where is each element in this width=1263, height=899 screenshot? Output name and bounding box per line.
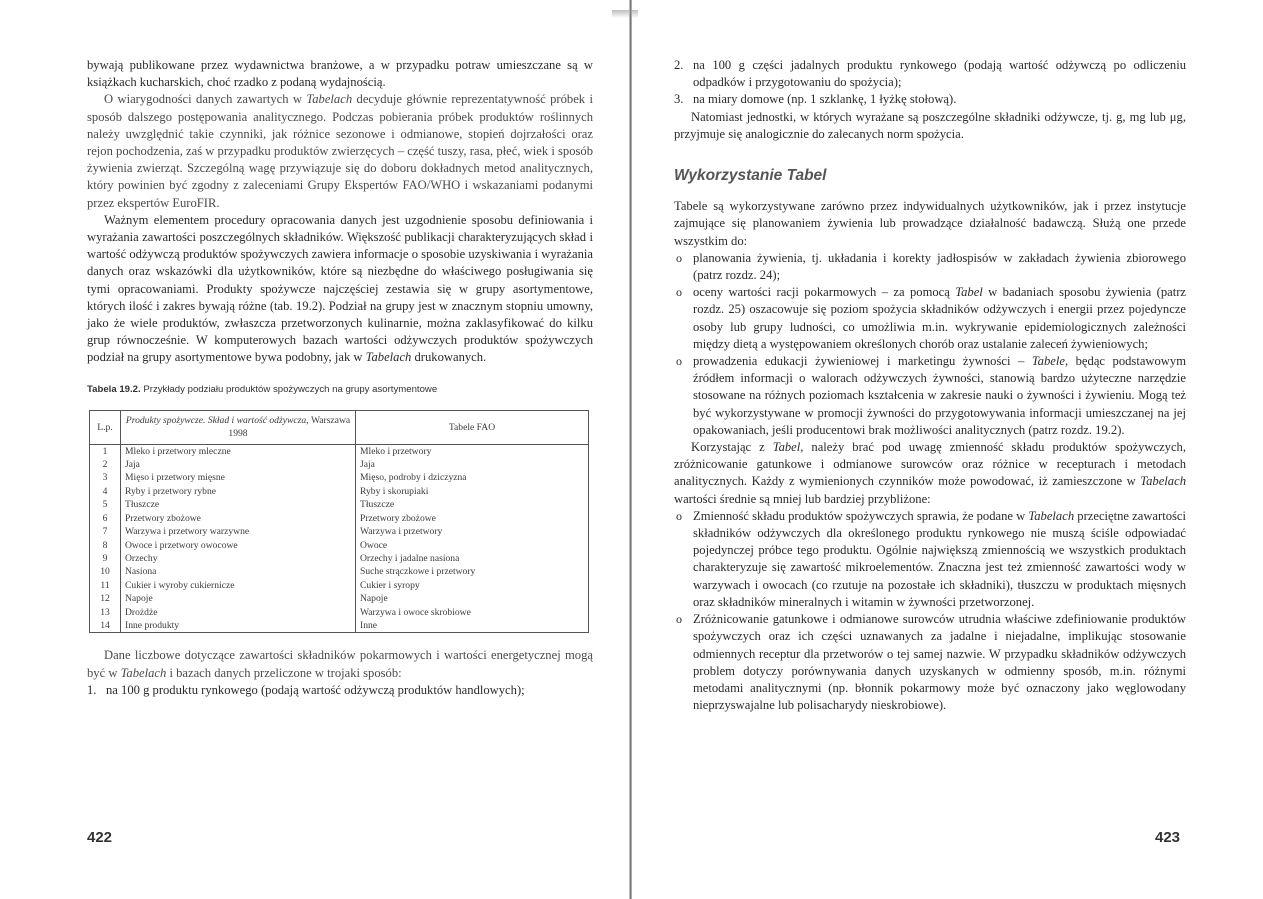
list-item: 1. na 100 g produktu rynkowego (podają wartość odżywczą produktów handlowych); — [87, 682, 525, 697]
section-heading: Wykorzystanie Tabel — [674, 167, 827, 185]
header-polish-tables: Produkty spożywcze. Skład i wartość odżywcza, Warszawa 1998 — [121, 410, 356, 444]
left-page — [0, 0, 630, 899]
list-item: 3. na miary domowe (np. 1 szklankę, 1 łyżkę stołową). — [674, 92, 957, 107]
list-item: o oceny wartości racji pokarmowych – za pomocą Tabel w badaniach sposobu żywienia (patrz rozdz. 25) oszacowuje się poziom spożycia składników odżywczych i energii przez pojedyncze osoby lub grupy ludności, co umożliwia m.in. wykrywanie epidemiologicznych zależności między dietą a występowaniem określonych chorób oraz ustalanie zaleceń żywieniowych; — [676, 285, 1186, 351]
factors-list — [674, 508, 1186, 714]
table-row: 6 Przetwory zbożowe Przetwory zbożowe — [90, 512, 589, 525]
right-page — [632, 0, 1263, 899]
conversion-list-continued — [674, 57, 1186, 109]
product-groups-table — [89, 410, 589, 634]
bullet-icon: o — [676, 250, 682, 265]
bullet-icon: o — [676, 285, 682, 300]
table-row: 11 Cukier i wyroby cukiernicze Cukier i syropy — [90, 579, 589, 592]
list-item: o planowania żywienia, tj. układania i korekty jadłospisów w zakładach żywienia zbiorowego (patrz rozdz. 24); — [676, 250, 1186, 283]
paragraph-data-procedure: Ważnym elementem procedury opracowania danych jest uzgodnienie sposobu definiowania i wyrażania zawartości poszczególnych składników. Większość publikacji charakteryzujących skład i wartość odżywczą produktów spożywczych zawiera informacje o sposobie uzyskiwania i wyrażania danych oraz wskazówki dla użytkowników, które są niezbędne do właściwego posługiwania się tymi opracowaniami. Produkty spożywcze najczęściej zestawia się w grupy asortymentowe, których ilość i zakres bywają różne (tab. 19.2). Podział na grupy jest w znacznym stopniu umowny, jako że wiele produktów, zwłaszcza przetworzonych kulinarnie, można zaklasyfikować do kilku grup równocześnie. W komputerowych bazach wartości odżywczych produktów spożywczych podział na grupy asortymentowe bywa podobny, jak w Tabelach drukowanych. — [87, 212, 593, 365]
page-number-right: 423 — [1155, 829, 1181, 846]
list-item: o Zmienność składu produktów spożywczych sprawia, że podane w Tabelach przeciętne zawartości składników odżywczych dla określonego produktu rynkowego nie muszą ściśle odpowiadać pojedynczej próbce tego produktu. Ogólnie największą zmiennością we wszystkich produktach charakteryzuje się zawartość mikroelementów. Znaczna jest też zmienność zawartości wody w warzywach i owocach (co rzutuje na pozostałe ich składniki), tłuszczu w produktach mięsnych oraz składników mineralnych i witamin w żywności przetworzonej. — [676, 508, 1187, 609]
conversion-list — [87, 682, 593, 699]
table-row: 13 Drożdże Warzywa i owoce skrobiowe — [90, 606, 589, 619]
page-number-left: 422 — [87, 829, 113, 846]
header-fao-tables: Tabele FAO — [356, 410, 589, 444]
table-row: 7 Warzywa i przetwory warzywne Warzywa i przetwory — [90, 525, 589, 538]
paragraph-units: Natomiast jednostki, w których wyrażane są poszczególne składniki odżywcze, tj. g, mg lub μg, przyjmuje się analogicznie do zalecanych norm spożycia. — [674, 109, 1186, 141]
paragraph-variability: Korzystając z Tabel, należy brać pod uwagę zmienność składu produktów spożywczych, zróżnicowanie gatunkowe i odmianowe surowców oraz różnice w recepturach i metodach analitycznych. Każdy z wymienionych czynników może powodować, iż zamieszczone w Tabelach wartości średnie są mniej lub bardziej przybliżone: — [674, 440, 1186, 506]
list-item: o Zróżnicowanie gatunkowe i odmianowe surowców utrudnia właściwe zdefiniowanie produktów spożywczych oraz ich części uznawanych za jadalne i niejadalne, implikując stosowanie odmiennych receptur dla przetworów o tej samej nazwie. W przypadku składników odżywczych problem dotyczy porównywania danych uzyskanych w odmienny sposób, m.in. różnymi metodami analitycznymi (np. błonnik pokarmowy może być oznaczony jako węglowodany nieprzyswajalne lub polisacharydy nieskrobiowe). — [676, 612, 1186, 713]
table-row: 10 Nasiona Suche strączkowe i przetwory — [90, 565, 589, 578]
paragraph-conversion: Dane liczbowe dotyczące zawartości składników pokarmowych i wartości energetycznej mogą być w Tabelach i bazach danych przeliczone w trojaki sposób: — [87, 648, 593, 680]
table-row: 3 Mięso i przetwory mięsne Mięso, podroby i dziczyzna — [90, 471, 589, 484]
paragraph-continuation: bywają publikowane przez wydawnictwa branżowe, a w przypadku potraw umieszczane są w książkach kucharskich, choć rzadko z podaną wydajnością. — [87, 58, 593, 90]
table-row: 2 Jaja Jaja — [90, 458, 589, 471]
table-row: 4 Ryby i przetwory rybne Ryby i skorupiaki — [90, 485, 589, 498]
table-caption-text: Przykłady podziału produktów spożywczych na grupy asortymentowe — [143, 383, 438, 395]
table-row: 5 Tłuszcze Tłuszcze — [90, 498, 589, 511]
bullet-icon: o — [676, 508, 682, 523]
bullet-icon: o — [676, 612, 682, 627]
table-header-row — [90, 410, 589, 444]
table-caption — [87, 381, 593, 398]
table-caption-label: Tabela 19.2. — [87, 383, 141, 395]
uses-list — [674, 250, 1186, 439]
list-item: 2. na 100 g części jadalnych produktu rynkowego (podają wartość odżywczą po odliczeniu odpadków i przygotowaniu do spożycia); — [674, 58, 1186, 90]
left-text-column — [87, 57, 593, 699]
header-lp: L.p. — [90, 410, 121, 444]
paragraph-uses-intro: Tabele są wykorzystywane zarówno przez indywidualnych użytkowników, jak i przez instytucje zajmujące się planowaniem żywienia lub prowadzące działalność badawczą. Służą one przede wszystkim do: — [674, 199, 1186, 248]
paragraph-reliability: O wiarygodności danych zawartych w Tabelach decyduje głównie reprezentatywność próbek i sposób dalszego postępowania analitycznego. Podczas pobierania próbek produktów roślinnych należy uwzględnić takie czynniki, jak różnice sezonowe i odmianowe, stopień dojrzałości oraz rejon pochodzenia, zaś w przypadku produktów zwierzęcych – część tuszy, rasa, płeć, wiek i sposób żywienia zwierząt. Szczególną wagę przywiązuje się do doboru dokładnych metod analitycznych, który powinien być zgodny z zaleceniami Grupy Ekspertów FAO/WHO i wskazaniami podanymi przez ekspertów EuroFIR. — [87, 92, 593, 210]
table-row: 9 Orzechy Orzechy i jadalne nasiona — [90, 552, 589, 565]
list-item: o prowadzenia edukacji żywieniowej i marketingu żywności – Tabele, będąc podstawowym źródłem informacji o walorach odżywczych żywności, stanowią bardzo użyteczne narzędzie stosowane na różnych poziomach kształcenia w zakresie nauki o żywności i żywieniu. Mogą też być wykorzystywane w promocji żywności do przygotowywania informacji umieszczanej na jej opakowaniach, jeśli producentowi brak możliwości analitycznych (patrz rozdz. 19.2). — [676, 354, 1186, 437]
table-row: 14 Inne produkty Inne — [90, 619, 589, 633]
right-text-column — [674, 57, 1186, 714]
bullet-icon: o — [676, 354, 682, 369]
table-row: 8 Owoce i przetwory owocowe Owoce — [90, 539, 589, 552]
table-row: 12 Napoje Napoje — [90, 592, 589, 605]
table-row: 1 Mleko i przetwory mleczne Mleko i przetwory — [90, 444, 589, 458]
